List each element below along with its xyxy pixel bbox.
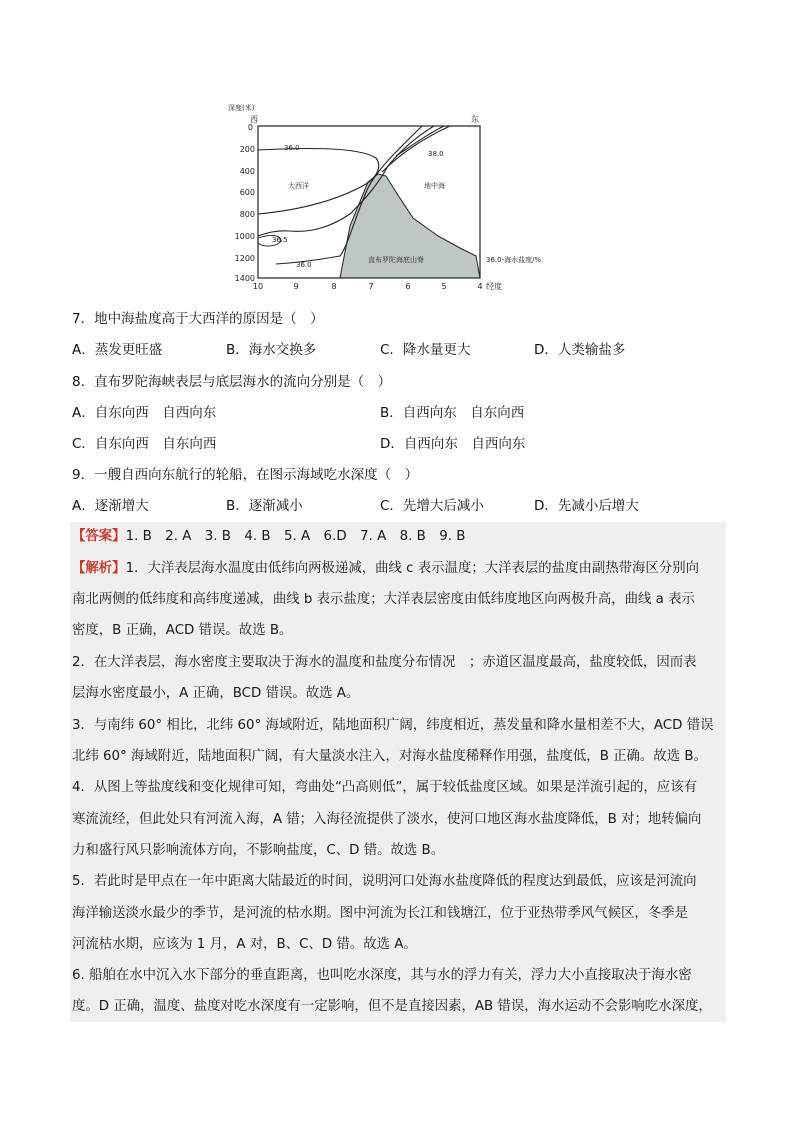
depth-axis-title: 深度(米)	[228, 104, 255, 112]
analysis-line: 2．在大洋表层，海水密度主要取决于海水的温度和盐度分布情况 ；赤道区温度最高，盐度较低，因而表	[72, 655, 697, 670]
analysis-line: 3．与南纬 60° 相比，北纬 60° 海域附近，陆地面积广阔，纬度相近，蒸发量和降水量相差不大，ACD 错误	[72, 718, 714, 733]
mediterranean-label: 地中海	[424, 182, 445, 190]
longitude-tick: 8	[331, 282, 337, 291]
isohaline-value: 38.0	[428, 150, 444, 158]
analysis-line: 北纬 60° 海域附近，陆地面积广阔，有大量淡水注入，对海水盐度稀释作用强，盐度低，B 正确。故选 B。	[72, 749, 707, 764]
longitude-tick: 5	[441, 282, 447, 291]
longitude-tick: 6	[405, 282, 411, 291]
salinity-cross-section-figure	[228, 96, 568, 296]
atlantic-label: 大西洋	[288, 182, 309, 190]
analysis-line: 海洋输送淡水最少的季节，是河流的枯水期。图中河流为长江和钱塘江，位于亚热带季风气候区，冬季是	[72, 906, 688, 921]
q7-option-a: A．蒸发更旺盛	[72, 342, 163, 358]
q9-option-b: B．逐渐减小	[226, 498, 303, 514]
q8-option-d: D．自西向东 自西向东	[380, 436, 526, 452]
salinity-diagram	[228, 96, 568, 296]
analysis-line: 层海水密度最小，A 正确，BCD 错误。故选 A。	[72, 686, 360, 701]
analysis-line: 5．若此时是甲点在一年中距离大陆最近的时间，说明河口处海水盐度降低的程度达到最低，应该是河流向	[72, 874, 697, 889]
question-8-stem: 8．直布罗陀海峡表层与底层海水的流向分别是（ ）	[72, 374, 392, 390]
q7-option-b: B．海水交换多	[226, 342, 317, 358]
q7-option-c: C．降水量更大	[380, 342, 471, 358]
q7-option-d: D．人类输盐多	[534, 342, 626, 358]
depth-tick: 600	[239, 188, 255, 197]
isohaline-value: 36.0	[296, 261, 312, 269]
analysis-label: 【解析】	[72, 561, 126, 576]
analysis-text: 1．大洋表层海水温度由低纬向两极递减，曲线 c 表示温度；大洋表层的盐度由副热带海区分别向	[125, 561, 699, 576]
depth-tick: 1400	[234, 274, 255, 283]
analysis-line	[72, 560, 699, 578]
depth-tick: 800	[239, 210, 255, 219]
q9-option-c: C．先增大后减小	[380, 498, 484, 514]
analysis-line: 4．从图上等盐度线和变化规律可知，弯曲处“凸高则低”，属于较低盐度区域。如果是洋流引起的，应该有	[72, 780, 697, 795]
analysis-line: 度。D 正确，温度、盐度对吃水深度有一定影响，但不是直接因素，AB 错误，海水运动不会影响吃水深度，	[72, 999, 712, 1014]
depth-tick: 0	[247, 123, 253, 132]
q9-option-a: A．逐渐增大	[72, 498, 149, 514]
longitude-tick: 10	[252, 282, 264, 291]
q8-option-b: B．自西向东 自东向西	[380, 405, 525, 421]
answer-label: 【答案】	[72, 529, 126, 544]
ridge-label: 直布罗陀海底山脊	[368, 256, 424, 264]
isohaline-value: 36.0	[284, 144, 300, 152]
analysis-line: 寒流流经，但此处只有河流入海，A 错；入海径流提供了淡水，使河口地区海水盐度降低，B 对；地转偏向	[72, 812, 702, 827]
answer-line	[72, 528, 465, 546]
depth-tick: 1200	[234, 254, 255, 263]
analysis-line: 河流枯水期，应该为 1 月，A 对，B、C、D 错。故选 A。	[72, 937, 417, 952]
longitude-axis-label: 经度	[486, 282, 502, 291]
longitude-tick: 9	[293, 282, 299, 291]
analysis-line: 密度，B 正确，ACD 错误。故选 B。	[72, 623, 293, 638]
isohaline-mid	[382, 126, 450, 172]
question-7-stem: 7．地中海盐度高于大西洋的原因是（ ）	[72, 311, 324, 327]
west-label: 西	[250, 115, 258, 124]
east-label: 东	[471, 115, 479, 124]
longitude-tick: 4	[477, 282, 483, 291]
depth-tick: 200	[239, 145, 255, 154]
isohaline-value: 36.5	[272, 236, 288, 244]
depth-tick: 1000	[234, 232, 255, 241]
salinity-legend: 36.0-海水盐度/%	[486, 256, 542, 264]
q8-option-c: C．自东向西 自东向西	[72, 436, 217, 452]
answer-text: 1. B 2. A 3. B 4. B 5. A 6.D 7. A 8. B 9. B	[125, 529, 466, 544]
q9-option-d: D．先减小后增大	[534, 498, 639, 514]
q8-option-a: A．自东向西 自西向东	[72, 405, 217, 421]
longitude-tick: 7	[368, 282, 374, 291]
question-9-stem: 9．一艘自西向东航行的轮船，在图示海域吃水深度（ ）	[72, 467, 419, 483]
analysis-line: 南北两侧的低纬度和高纬度递减，曲线 b 表示盐度；大洋表层密度由低纬度地区向两极升高，曲线 a 表示	[72, 592, 695, 607]
analysis-line: 力和盛行风只影响流体方向，不影响盐度，C、D 错。故选 B。	[72, 843, 445, 858]
analysis-line: 6. 船舶在水中沉入水下部分的垂直距离，也叫吃水深度，其与水的浮力有关，浮力大小直接取决于海水密	[72, 968, 692, 983]
depth-tick: 400	[239, 167, 255, 176]
